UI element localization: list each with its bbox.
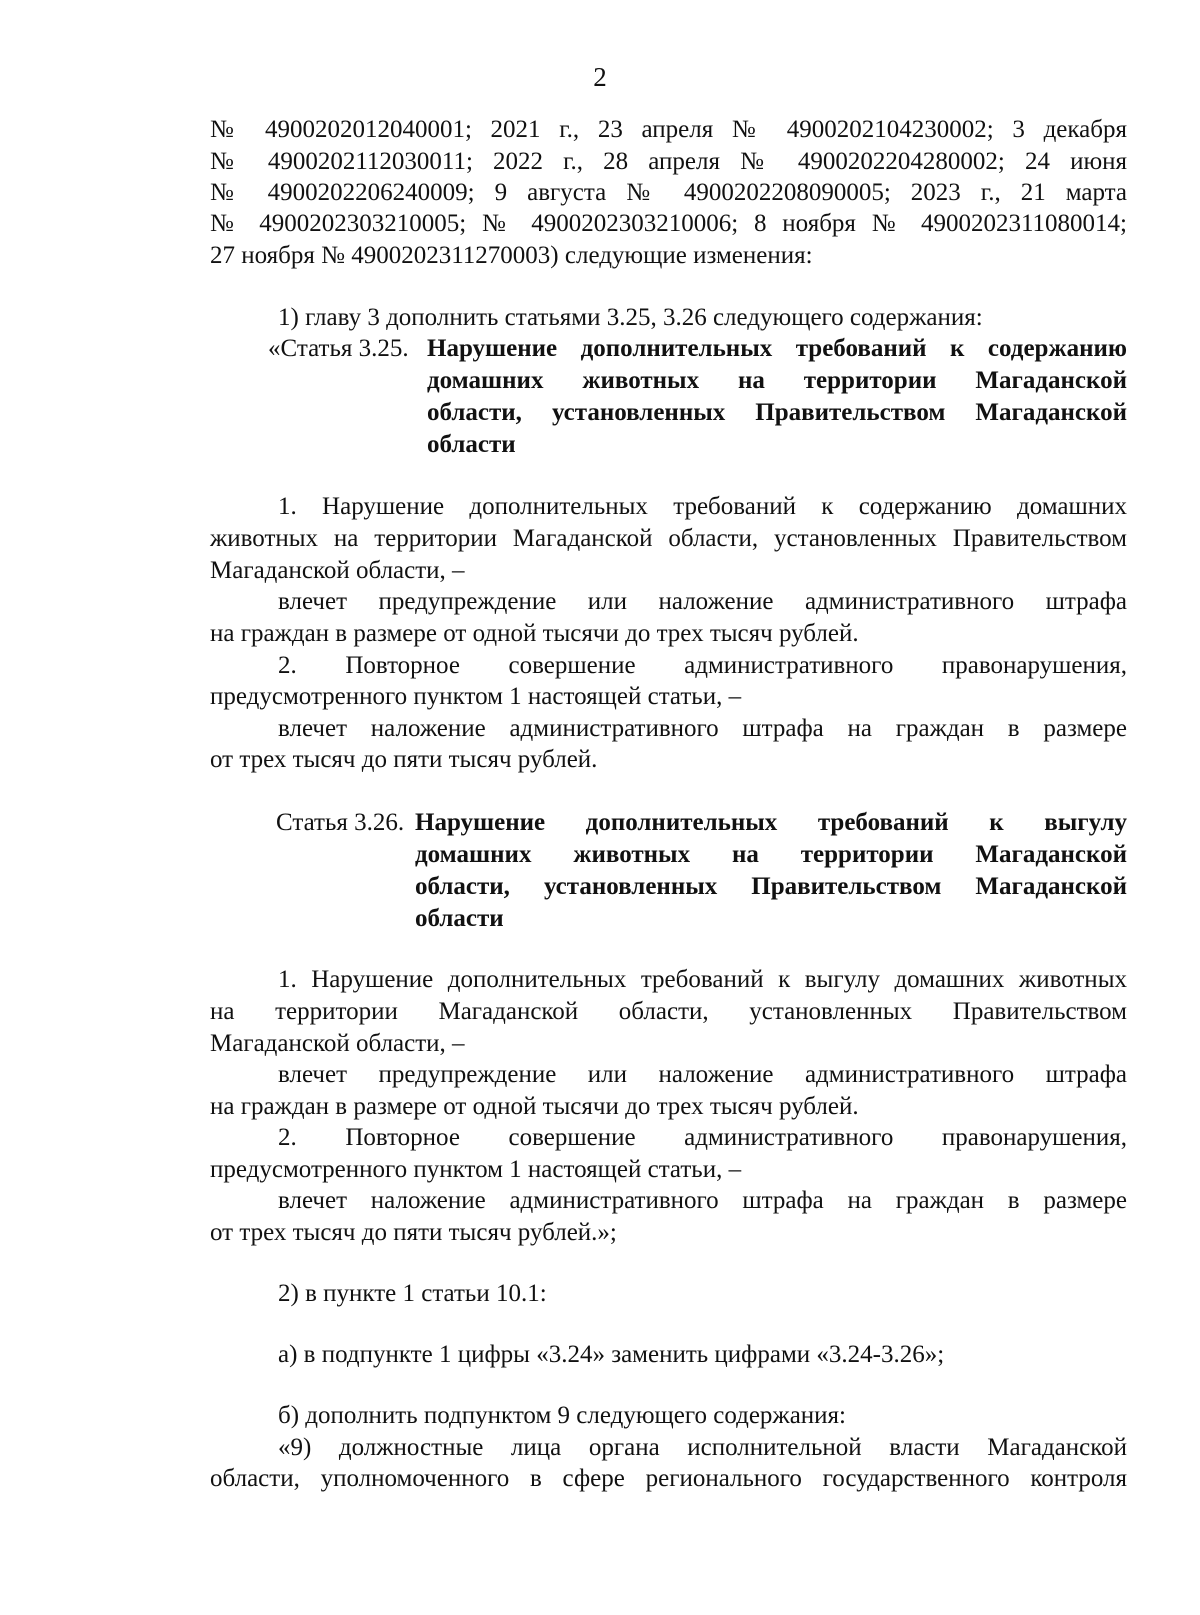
amendment-item-2a: а) в подпункте 1 цифры «3.24» заменить цифрами «3.24-3.26»; — [278, 1341, 945, 1368]
intro-line: № 4900202112030011; 2022 г., 28 апреля № 4900202204280002; 24 июня — [210, 148, 1127, 175]
article-3-25-sanction-1: влечет предупреждение или наложение административного штрафа — [278, 588, 1127, 615]
article-3-26-title-line: области, установленных Правительством Магаданской — [415, 873, 1127, 900]
article-3-26-paragraph-2: 2. Повторное совершение административного правонарушения, — [278, 1124, 1127, 1151]
intro-line: № 4900202206240009; 9 августа № 4900202208090005; 2023 г., 21 марта — [210, 179, 1127, 206]
article-3-25-paragraph-1: животных на территории Магаданской области, установленных Правительством — [210, 525, 1127, 552]
article-3-26-sanction-1: влечет предупреждение или наложение административного штрафа — [278, 1061, 1127, 1088]
article-3-25-paragraph-1: Магаданской области, – — [210, 557, 465, 584]
article-3-25-paragraph-2: 2. Повторное совершение административного правонарушения, — [278, 652, 1127, 679]
article-3-25-title-line: домашних животных на территории Магаданской — [427, 367, 1127, 394]
intro-line: № 4900202012040001; 2021 г., 23 апреля № 4900202104230002; 3 декабря — [210, 116, 1127, 143]
article-3-26-sanction-2: от трех тысяч до пяти тысяч рублей.»; — [210, 1219, 617, 1246]
amendment-item-2b: б) дополнить подпунктом 9 следующего содержания: — [278, 1402, 846, 1429]
article-3-25-title-line: Нарушение дополнительных требований к содержанию — [427, 335, 1127, 362]
article-3-25-paragraph-1: 1. Нарушение дополнительных требований к содержанию домашних — [278, 493, 1127, 520]
article-3-26-paragraph-2: предусмотренного пунктом 1 настоящей статьи, – — [210, 1156, 742, 1183]
article-3-26-title-line: домашних животных на территории Магаданской — [415, 841, 1127, 868]
article-3-25-sanction-2: от трех тысяч до пяти тысяч рублей. — [210, 746, 598, 773]
article-3-26-sanction-1: на граждан в размере от одной тысячи до трех тысяч рублей. — [210, 1093, 859, 1120]
article-3-26-label: Статья 3.26. — [276, 809, 405, 836]
subitem-9-line: области, уполномоченного в сфере регионального государственного контроля — [210, 1465, 1127, 1492]
article-3-26-title-line: Нарушение дополнительных требований к выгулу — [415, 809, 1127, 836]
subitem-9-line: «9) должностные лица органа исполнительной власти Магаданской — [278, 1434, 1127, 1461]
article-3-26-paragraph-1: на территории Магаданской области, установленных Правительством — [210, 998, 1127, 1025]
article-3-25-sanction-1: на граждан в размере от одной тысячи до трех тысяч рублей. — [210, 620, 859, 647]
intro-line: 27 ноября № 4900202311270003) следующие изменения: — [210, 242, 813, 269]
article-3-25-label: «Статья 3.25. — [268, 335, 409, 362]
article-3-26-paragraph-1: 1. Нарушение дополнительных требований к выгулу домашних животных — [278, 966, 1127, 993]
article-3-25-sanction-2: влечет наложение административного штрафа на граждан в размере — [278, 715, 1127, 742]
article-3-26-sanction-2: влечет наложение административного штрафа на граждан в размере — [278, 1187, 1127, 1214]
page-number: 2 — [593, 62, 607, 92]
article-3-25-title-line: области, установленных Правительством Магаданской — [427, 399, 1127, 426]
intro-line: № 4900202303210005; № 4900202303210006; 8 ноября № 4900202311080014; — [210, 210, 1127, 237]
article-3-25-paragraph-2: предусмотренного пунктом 1 настоящей статьи, – — [210, 683, 742, 710]
article-3-26-title-line: области — [415, 905, 504, 932]
amendment-item-1: 1) главу 3 дополнить статьями 3.25, 3.26 следующего содержания: — [278, 304, 983, 331]
article-3-26-paragraph-1: Магаданской области, – — [210, 1030, 465, 1057]
article-3-25-title-line: области — [427, 431, 516, 458]
amendment-item-2: 2) в пункте 1 статьи 10.1: — [278, 1280, 547, 1307]
